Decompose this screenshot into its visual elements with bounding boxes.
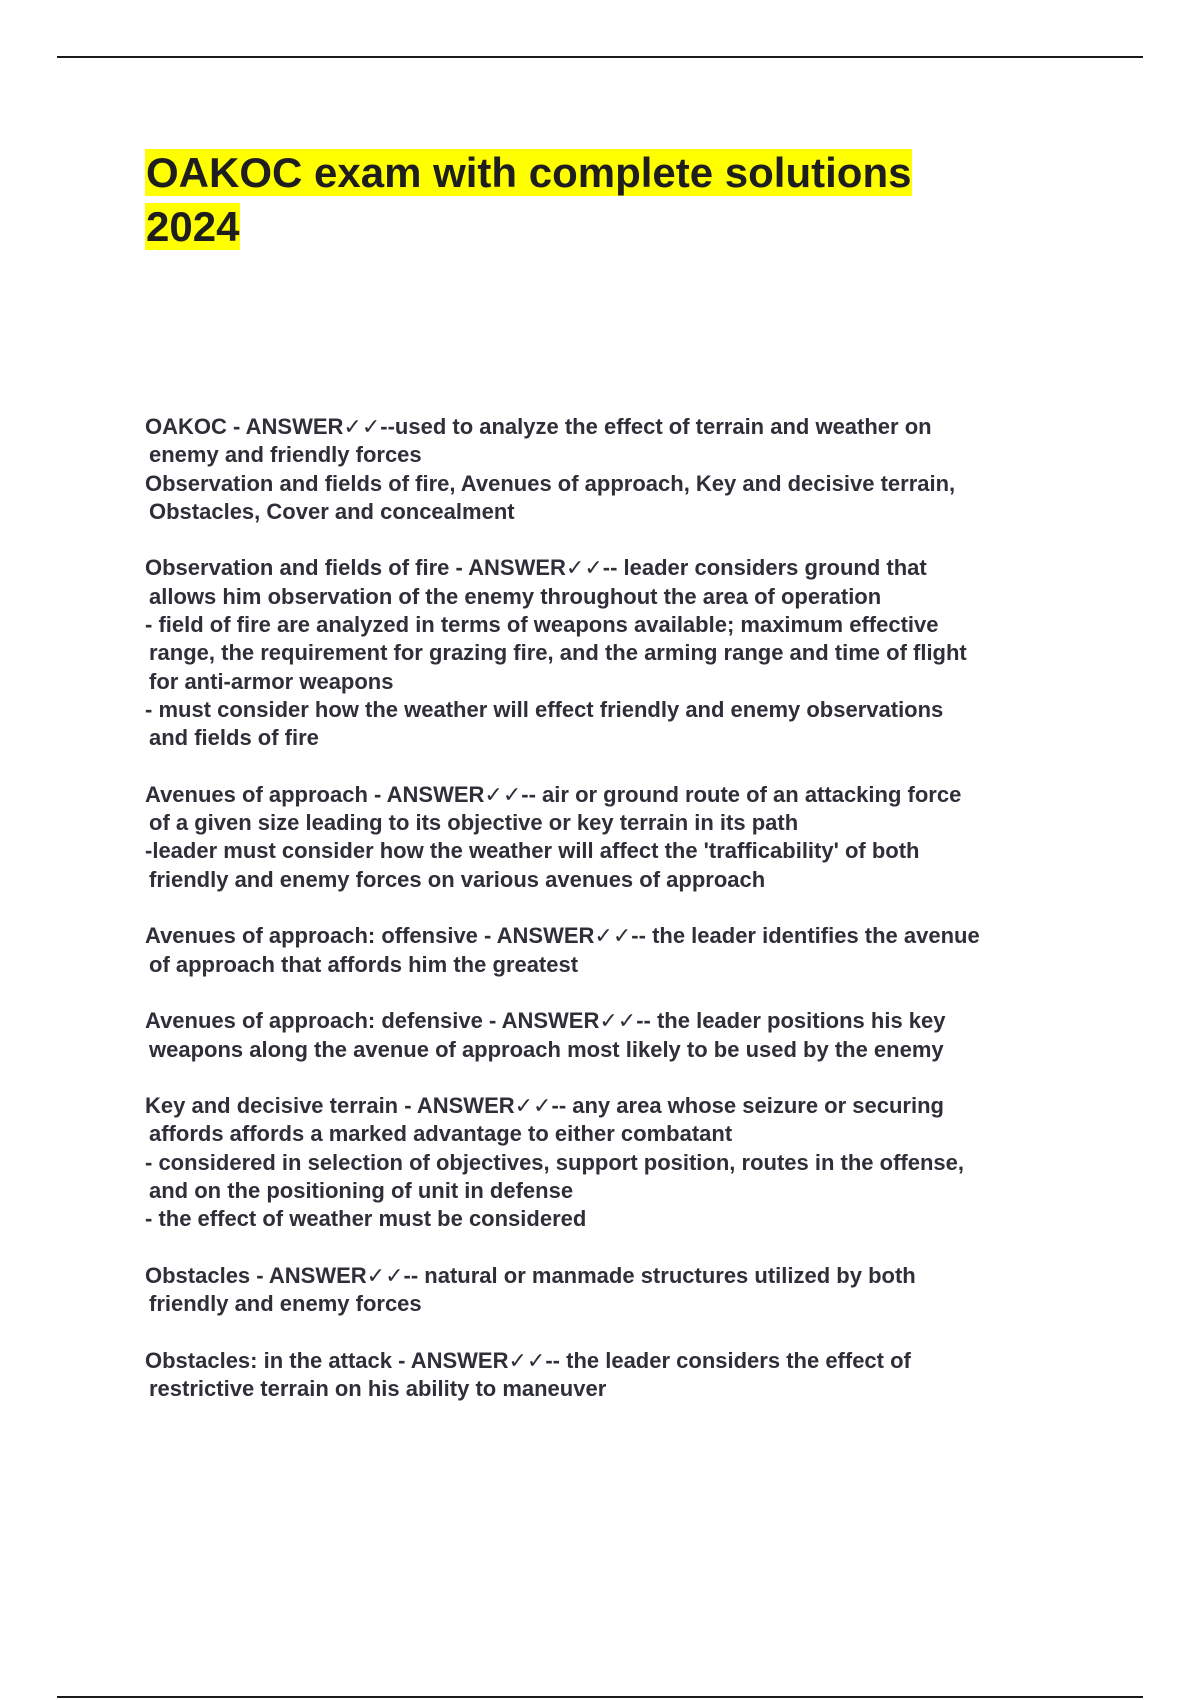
entry-line: and fields of fire [149, 725, 319, 751]
entry-line: Observation and fields of fire, Avenues of approach, Key and decisive terrain, [145, 470, 956, 496]
entry-line: friendly and enemy forces [149, 1291, 422, 1317]
bottom-rule [57, 1696, 1143, 1698]
title-line: OAKOC exam with complete solutions [146, 149, 912, 196]
qa-entry [145, 781, 1095, 894]
title-line: 2024 [146, 203, 240, 250]
qa-list [145, 413, 1095, 1432]
entry-line: affords affords a marked advantage to either combatant [149, 1121, 733, 1147]
page-title [145, 146, 1045, 254]
entry-line: of approach that affords him the greatest [149, 951, 579, 977]
qa-entry [145, 1262, 1095, 1319]
entry-line: Avenues of approach - ANSWER✓✓-- air or ground route of an attacking force [145, 781, 962, 807]
entry-line: for anti-armor weapons [149, 668, 394, 694]
entry-line: Obstacles, Cover and concealment [149, 498, 515, 524]
qa-entry [145, 554, 1095, 752]
entry-line: Avenues of approach: defensive - ANSWER✓✓-- the leader positions his key [145, 1008, 946, 1034]
entry-line: range, the requirement for grazing fire, and the arming range and time of flight [149, 640, 967, 666]
entry-line: and on the positioning of unit in defense [149, 1178, 574, 1204]
entry-line: enemy and friendly forces [149, 442, 422, 468]
entry-line: of a given size leading to its objective or key terrain in its path [149, 810, 799, 836]
entry-line: Observation and fields of fire - ANSWER✓✓-- leader considers ground that [145, 555, 927, 581]
qa-entry [145, 1092, 1095, 1233]
entry-line: - considered in selection of objectives, support position, routes in the offense, [145, 1149, 964, 1175]
entry-line: - must consider how the weather will effect friendly and enemy observations [145, 696, 944, 722]
entry-line: friendly and enemy forces on various avenues of approach [149, 866, 766, 892]
entry-line: -leader must consider how the weather will affect the 'trafficability' of both [145, 838, 920, 864]
qa-entry [145, 1007, 1095, 1064]
entry-line: Key and decisive terrain - ANSWER✓✓-- any area whose seizure or securing [145, 1093, 944, 1119]
qa-entry [145, 922, 1095, 979]
entry-line: Avenues of approach: offensive - ANSWER✓✓-- the leader identifies the avenue [145, 923, 980, 949]
entry-line: OAKOC - ANSWER✓✓--used to analyze the effect of terrain and weather on [145, 414, 932, 439]
qa-entry [145, 1347, 1095, 1404]
qa-entry [145, 413, 1095, 526]
top-rule [57, 56, 1143, 58]
entry-line: restrictive terrain on his ability to maneuver [149, 1376, 607, 1402]
entry-line: weapons along the avenue of approach most likely to be used by the enemy [149, 1036, 944, 1062]
entry-line: - field of fire are analyzed in terms of weapons available; maximum effective [145, 612, 939, 638]
entry-line: Obstacles - ANSWER✓✓-- natural or manmade structures utilized by both [145, 1262, 916, 1288]
entry-line: - the effect of weather must be considered [145, 1206, 587, 1232]
entry-line: Obstacles: in the attack - ANSWER✓✓-- the leader considers the effect of [145, 1347, 911, 1373]
entry-line: allows him observation of the enemy throughout the area of operation [149, 583, 882, 609]
